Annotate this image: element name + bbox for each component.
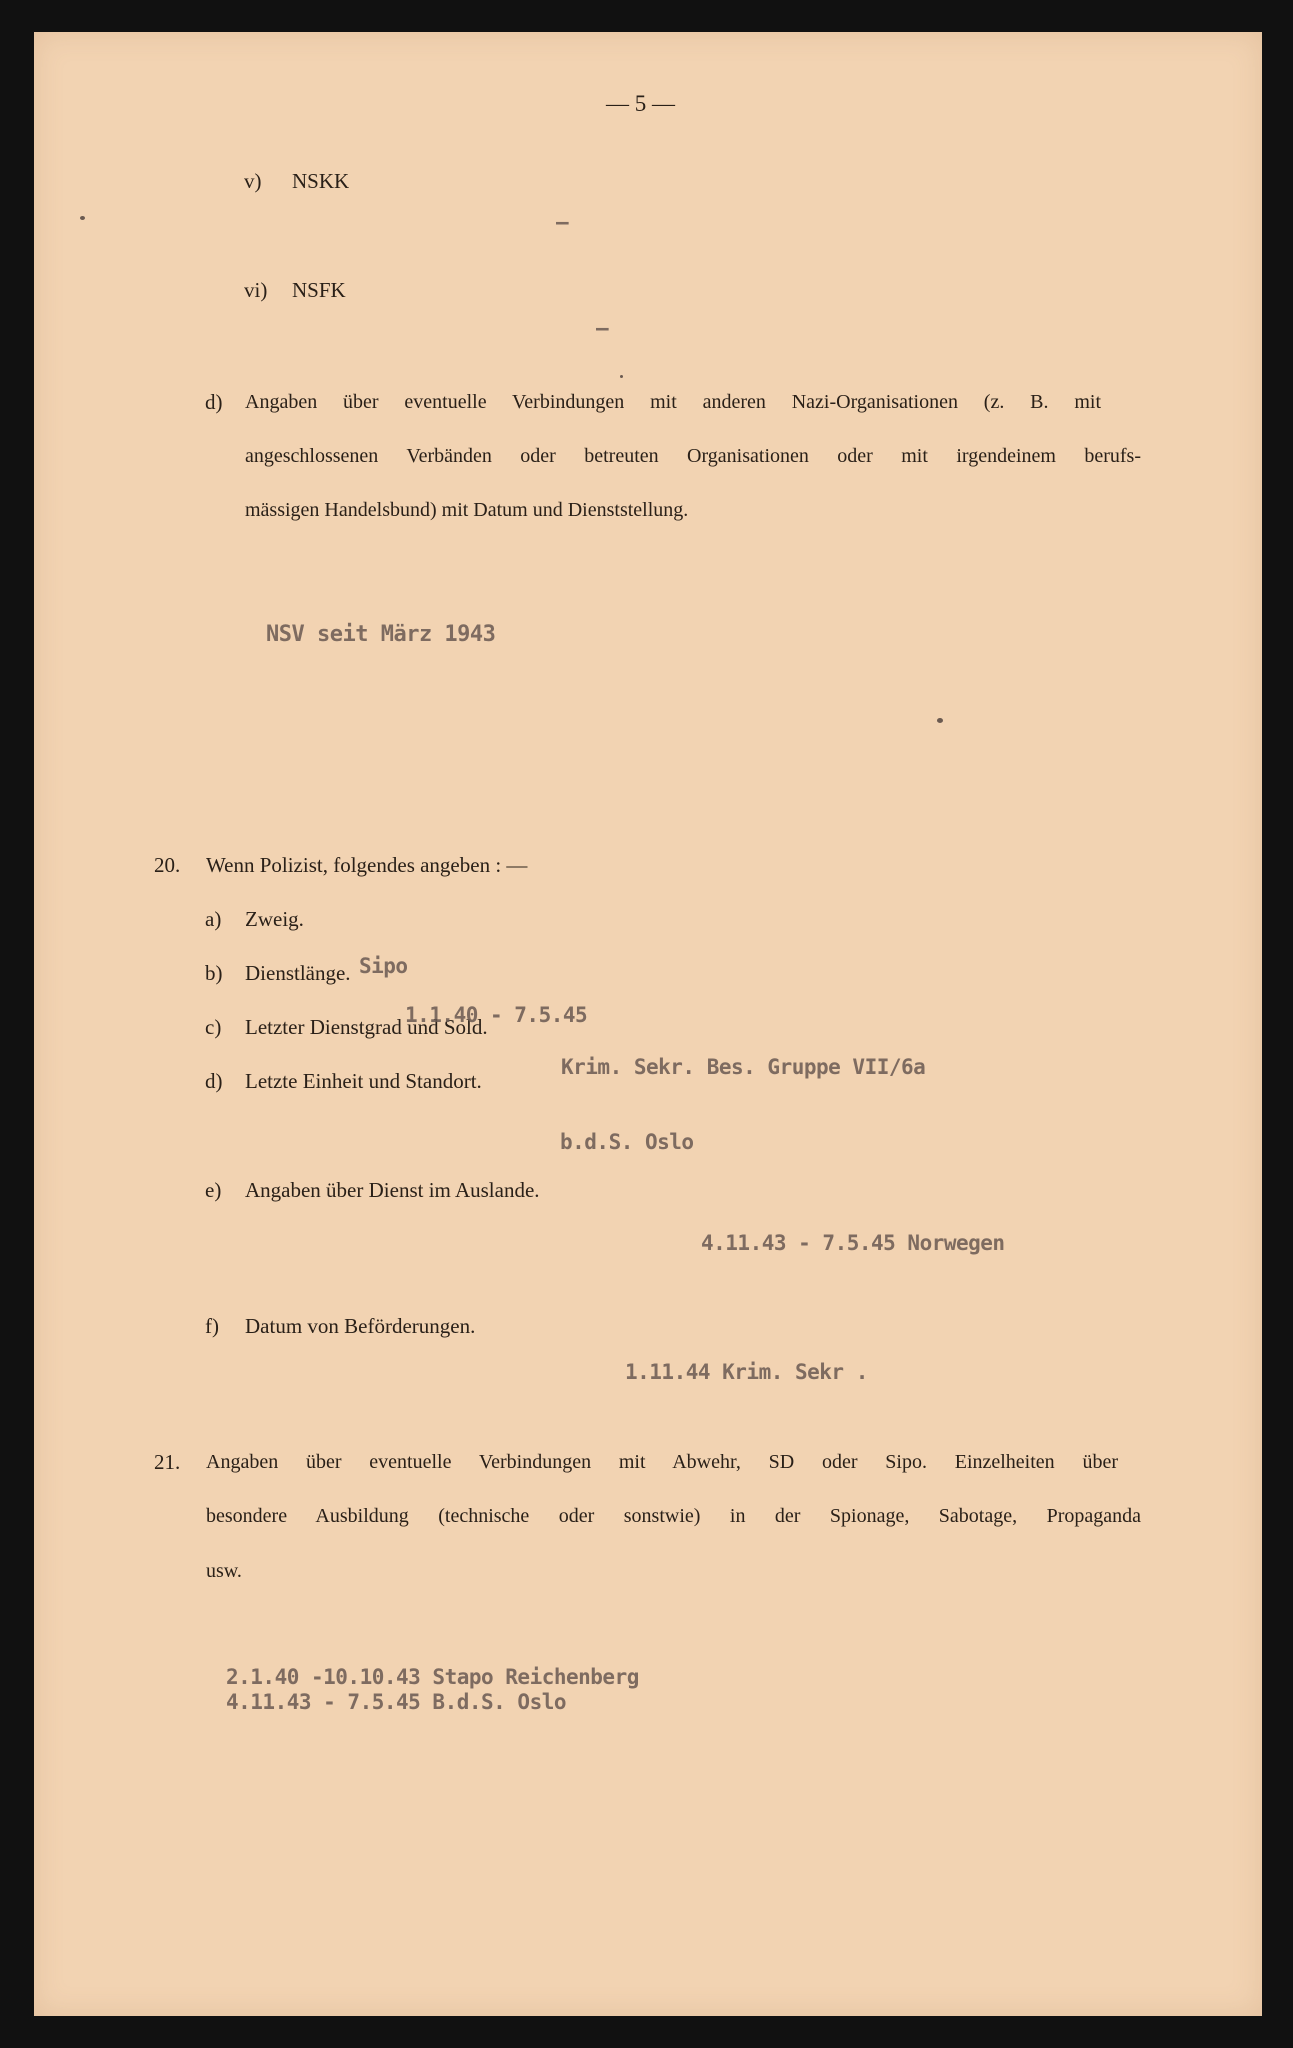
ink-speck <box>80 216 85 220</box>
item-marker: b) <box>205 961 223 985</box>
item-label-ausland: Angaben über Dienst im Auslande. <box>245 1178 540 1202</box>
answer-dienstgrad: 1.1.40 - 7.5.45 <box>405 1003 588 1027</box>
answer-befoerderungen: 1.11.44 Krim. Sekr . <box>625 1360 868 1384</box>
answer-einheit: Krim. Sekr. Bes. Gruppe VII/6a <box>561 1055 926 1079</box>
item-marker: e) <box>205 1178 222 1202</box>
item-label-zweig: Zweig. <box>245 907 304 931</box>
item-marker: v) <box>244 169 262 193</box>
answer-abwehr-2: 4.11.43 - 7.5.45 B.d.S. Oslo <box>226 1690 567 1714</box>
question-21-line-3: usw. <box>206 1560 242 1582</box>
item-d-line-2: angeschlossenen Verbänden oder betreuten Organisationen oder mit irgendeinem berufs- <box>245 445 1141 467</box>
item-label-dienstlaenge: Dienstlänge. <box>245 961 351 985</box>
item-d-line-3: mässigen Handelsbund) mit Datum und Dienststellung. <box>245 499 689 521</box>
answer-dienstlaenge: Sipo <box>359 954 408 978</box>
question-20-title: Wenn Polizist, folgendes angeben : — <box>206 853 528 877</box>
answer-abwehr-1: 2.1.40 -10.10.43 Stapo Reichenberg <box>226 1665 639 1689</box>
item-marker: d) <box>205 1069 223 1093</box>
question-number-20: 20. <box>154 853 181 877</box>
question-number-21: 21. <box>154 1450 181 1474</box>
question-21-line-1: Angaben über eventuelle Verbindungen mit Abwehr, SD oder Sipo. Einzelheiten über <box>206 1451 1118 1473</box>
item-marker: c) <box>205 1015 222 1039</box>
question-21-line-2: besondere Ausbildung (technische oder sonstwie) in der Spionage, Sabotage, Propaganda <box>206 1505 1141 1527</box>
item-label-dienstgrad: Letzter Dienstgrad und Sold. <box>245 1015 488 1039</box>
answer-nsfk: — <box>596 316 609 340</box>
item-label-einheit: Letzte Einheit und Standort. <box>245 1069 482 1093</box>
item-marker: f) <box>205 1314 219 1338</box>
item-label-nskk: NSKK <box>292 169 350 193</box>
answer-ausland: 4.11.43 - 7.5.45 Norwegen <box>701 1231 1005 1255</box>
page-number: — 5 — <box>606 91 675 116</box>
ink-speck <box>620 375 623 378</box>
item-marker: d) <box>205 390 223 414</box>
item-label-nskf: NSFK <box>292 278 346 302</box>
item-label-befoerderungen: Datum von Beförderungen. <box>245 1314 476 1338</box>
item-marker: vi) <box>244 278 268 302</box>
item-d-line-1: Angaben über eventuelle Verbindungen mit anderen Nazi-Organisationen (z. B. mit <box>245 391 1101 413</box>
ink-speck <box>937 718 943 723</box>
item-marker: a) <box>205 907 222 931</box>
answer-nskk: — <box>556 210 569 234</box>
answer-other-organisations: NSV seit März 1943 <box>266 622 496 647</box>
answer-standort: b.d.S. Oslo <box>560 1130 694 1154</box>
